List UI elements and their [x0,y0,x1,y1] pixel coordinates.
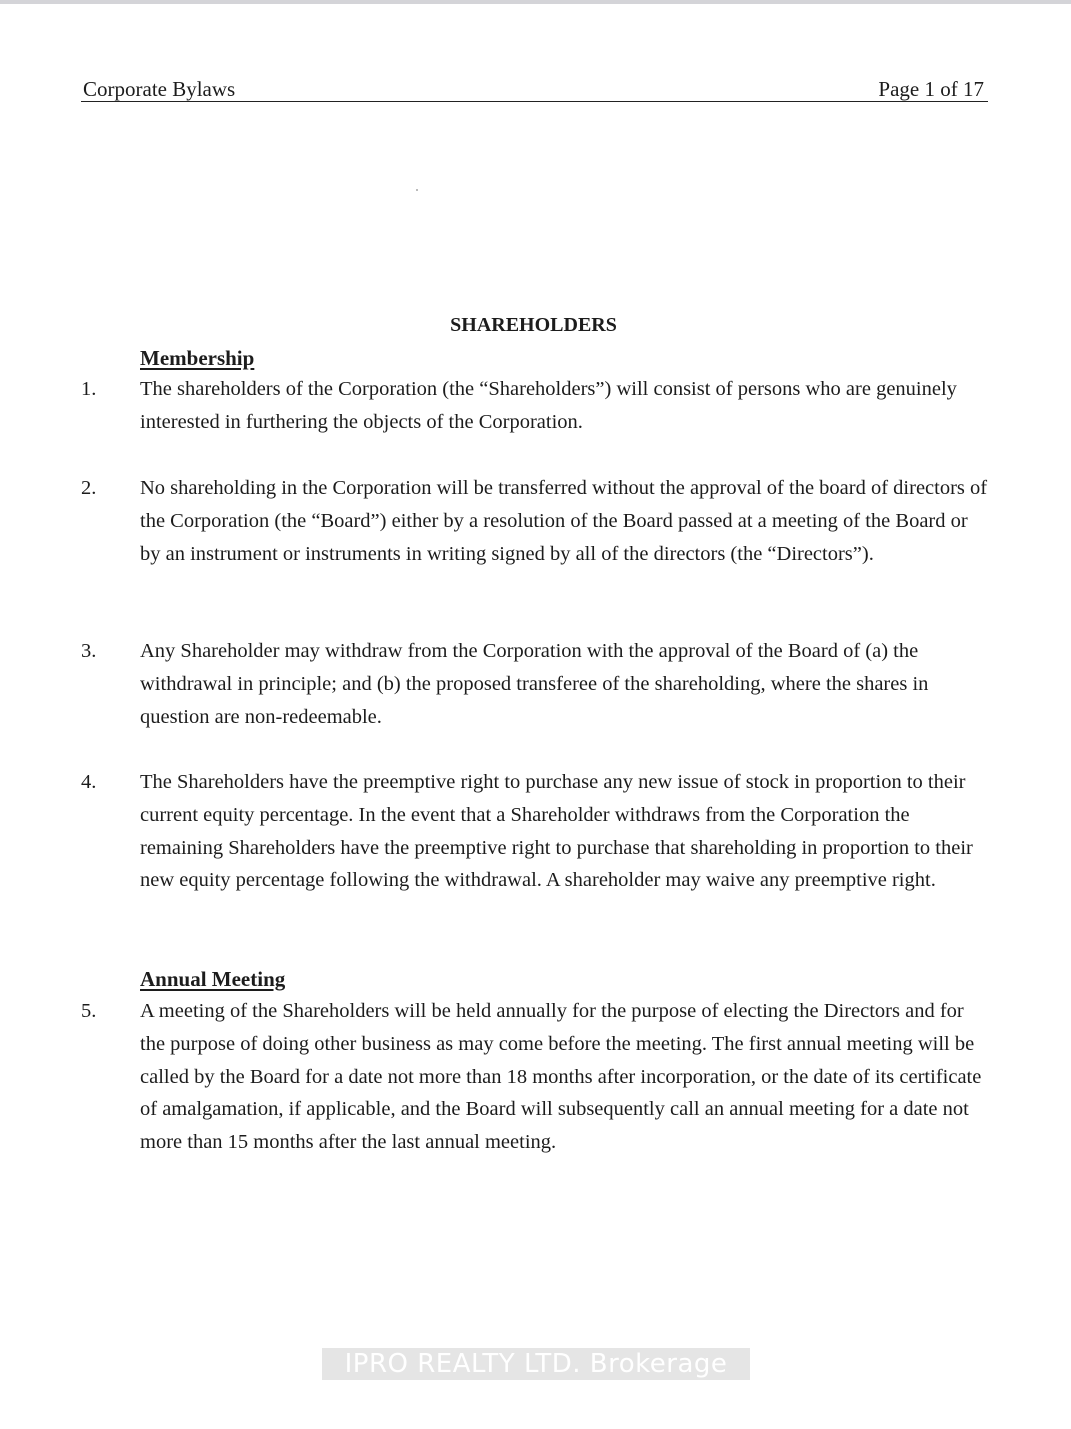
paragraph-text: The shareholders of the Corporation (the “Shareholders”) will consist of persons who are genuinely interested in furthering the objects of the Corporation. [140,378,957,433]
paragraph-number: 1. [81,378,97,400]
paragraph-number: 3. [81,640,97,662]
paragraph-number: 4. [81,771,97,793]
top-border [0,0,1071,4]
section-heading [0,313,1071,337]
page-number: Page 1 of 17 [878,77,984,101]
paragraph-text: Any Shareholder may withdraw from the Corporation with the approval of the Board of (a) the withdrawal in principle; and (b) the proposed transferee of the shareholding, where the shares in question are non-redeemable. [140,640,929,728]
section-heading-text: SHAREHOLDERS [450,314,617,336]
paragraph-number: 5. [81,1000,97,1022]
paragraph-1 [81,373,991,439]
subheading-annual-meeting: Annual Meeting [140,967,286,991]
paragraph-2 [81,472,991,570]
paragraph-text: The Shareholders have the preemptive right to purchase any new issue of stock in proportion to their current equity percentage. In the event that a Shareholder withdraws from the Corporation the remaining Shareholders have the preemptive right to purchase that shareholding in proportion to their new equity percentage following the withdrawal. A shareholder may waive any preemptive right. [140,771,973,892]
paragraph-3 [81,635,991,733]
paragraph-4 [81,766,991,897]
brokerage-watermark: IPRO REALTY LTD. Brokerage [322,1348,750,1380]
subheading-membership: Membership [140,346,255,370]
document-title: Corporate Bylaws [83,77,236,101]
scan-speck [416,189,418,191]
paragraph-text: A meeting of the Shareholders will be held annually for the purpose of electing the Directors and for the purpose of doing other business as may come before the meeting. The first annual meeting will be called by the Board for a date not more than 18 months after incorporation, or the date of its certificate of amalgamation, if applicable, and the Board will subsequently call an annual meeting for a date not more than 15 months after the last annual meeting. [140,1000,982,1154]
paragraph-5 [81,995,991,1159]
page-header [81,77,988,102]
paragraph-number: 2. [81,477,97,499]
paragraph-text: No shareholding in the Corporation will be transferred without the approval of the board of directors of the Corporation (the “Board”) either by a resolution of the Board passed at a meeting of the Board or by an instrument or instruments in writing signed by all of the directors (the “Directors”). [140,477,988,565]
